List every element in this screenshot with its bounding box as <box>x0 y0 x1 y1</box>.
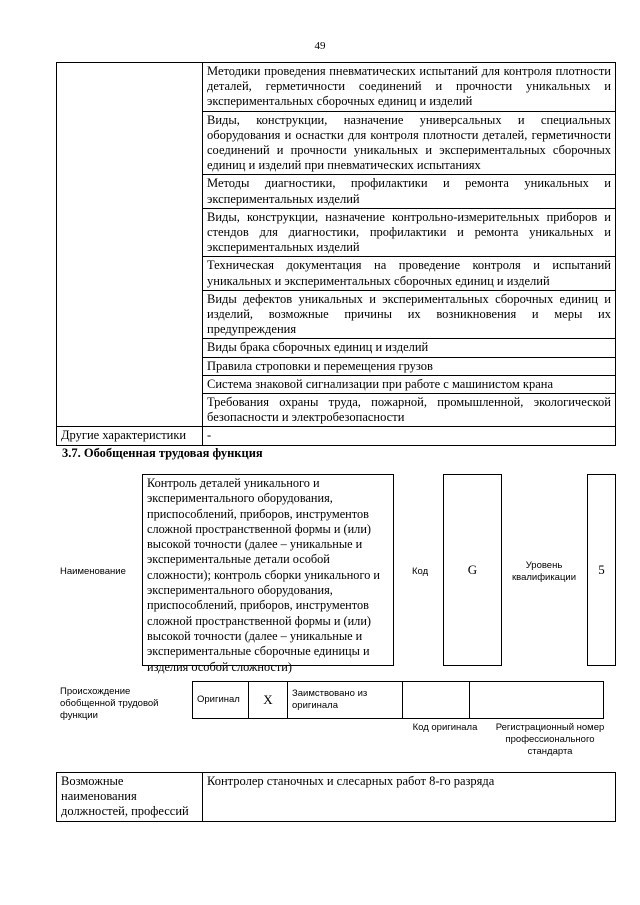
knowledge-item: Методики проведения пневматических испытаний для контроля плотности деталей, герметичности соединений и прочности уникальных и экспериментальных сборочных единиц и изделий <box>203 63 616 112</box>
origin-code-cell <box>403 682 470 719</box>
positions-table <box>56 772 616 822</box>
knowledge-item: Требования охраны труда, пожарной, промышленной, экологической безопасности и электробезопасности <box>203 394 616 427</box>
code-value: G <box>467 562 478 577</box>
other-characteristics-value: - <box>203 427 616 445</box>
origin-original-mark: X <box>249 682 288 719</box>
knowledge-item: Виды брака сборочных единиц и изделий <box>203 339 616 357</box>
other-characteristics-row <box>57 427 616 445</box>
qualification-level-label: Уровень квалификации <box>511 560 577 583</box>
function-name-box <box>142 474 394 674</box>
other-characteristics-label: Другие характеристики <box>57 427 203 445</box>
knowledge-item: Виды, конструкции, назначение универсальных и специальных оборудования и оснастки для контроля плотности деталей, герметичности соединений и прочности уникальных и экспериментальных сборочных единиц и изделий при пневматических испытаниях <box>203 111 616 175</box>
qualification-level-value: 5 <box>598 562 605 577</box>
code-value-box <box>443 474 502 666</box>
origin-code-caption: Код оригинала <box>412 722 478 733</box>
knowledge-item: Техническая документация на проведение контроля и испытаний уникальных и экспериментальных сборочных единиц и изделий <box>203 257 616 290</box>
knowledge-item: Виды дефектов уникальных и экспериментальных сборочных единиц и изделий, возможные причины их возникновения и меры их предупреждения <box>203 290 616 339</box>
page-number: 49 <box>314 40 326 52</box>
origin-original-label: Оригинал <box>193 682 249 719</box>
knowledge-row <box>57 63 616 112</box>
function-name-text: Контроль деталей уникального и экспериментального оборудования, приспособлений, приборов, инструментов сложной пространственной формы и (или) высокой точности (далее – уникальные и экспериментальные детали особой сложности); контроль сборки уникального и экспериментального оборудования, приспособлений, приборов, инструментов сложной пространственной формы и (или) высокой точности (далее – уникальные и экспериментальные сборочные единицы и изделия особой сложности) <box>147 476 380 674</box>
knowledge-label-cell <box>57 63 203 427</box>
knowledge-item: Методы диагностики, профилактики и ремонта уникальных и экспериментальных изделий <box>203 175 616 208</box>
positions-label: Возможные наименования должностей, профессий <box>57 773 203 822</box>
origin-borrowed-label: Заимствовано из оригинала <box>288 682 403 719</box>
knowledge-item: Система знаковой сигнализации при работе с машинистом крана <box>203 375 616 393</box>
knowledge-table <box>56 62 616 446</box>
origin-label: Происхождение обобщенной трудовой функции <box>60 686 159 721</box>
name-label: Наименование <box>60 566 126 577</box>
qualification-level-box <box>587 474 616 666</box>
positions-value: Контролер станочных и слесарных работ 8-го разряда <box>203 773 616 822</box>
origin-reg-cell <box>470 682 604 719</box>
origin-reg-caption: Регистрационный номер профессионального стандарта <box>495 722 605 757</box>
origin-table <box>192 681 604 719</box>
code-label: Код <box>412 566 429 577</box>
knowledge-item: Правила строповки и перемещения грузов <box>203 357 616 375</box>
knowledge-item: Виды, конструкции, назначение контрольно-измерительных приборов и стендов для диагностики, профилактики и ремонта уникальных и экспериментальных изделий <box>203 208 616 257</box>
section-heading: 3.7. Обобщенная трудовая функция <box>62 446 263 460</box>
